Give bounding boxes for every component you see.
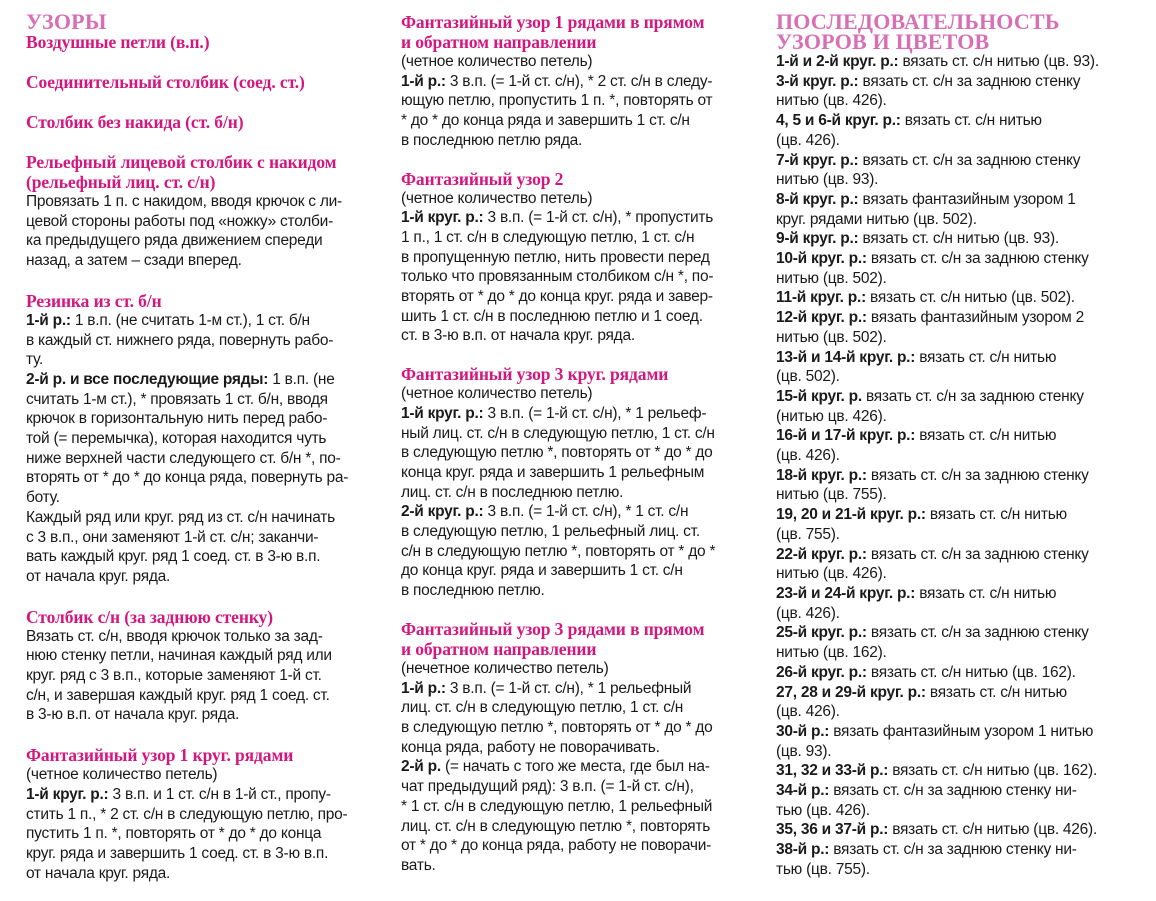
- fancy1-rounds-heading: Фантазийный узор 1 круг. рядами: [26, 745, 294, 766]
- sequence-row-label: 18-й круг. р.:: [776, 466, 867, 484]
- sequence-row-label: 26-й круг. р.:: [776, 663, 867, 681]
- sequence-row: [776, 722, 1148, 761]
- fancy1-rows-text: (четное количество петель) 1-й р.: 3 в.п. (= 1-й ст. с/н), * 2 ст. с/н в следу- ющую петлю, пропустить 1 п. *, повторять от * до * до конца ряда и завершить 1 ст. с/н в последнюю петлю ряда.: [401, 53, 713, 149]
- sequence-row: [776, 72, 1148, 111]
- column-fancy-patterns: [401, 12, 751, 876]
- sequence-row-label: 7-й круг. р.:: [776, 151, 859, 169]
- sequence-row-text: вязать ст. с/н за заднюю стенку: [866, 624, 1089, 642]
- sequence-row-text: нитью (цв. 502).: [776, 269, 887, 287]
- sequence-row-text: вязать ст. с/н за заднюю стенку ни-: [829, 841, 1077, 859]
- sequence-row-label: 8-й круг. р.:: [776, 190, 859, 208]
- section-title-patterns: УЗОРЫ: [26, 9, 107, 34]
- sequence-row-label: 34-й р.:: [776, 782, 830, 800]
- sequence-row-label: 35, 36 и 37-й р.:: [776, 821, 889, 839]
- sequence-row-text: вязать ст. с/н нитью: [915, 348, 1057, 366]
- fancy3-rounds-text: (четное количество петель) 1-й круг. р.: 3 в.п. (= 1-й ст. с/н), * 1 рельеф- ный лиц. ст. с/н в следующую петлю, 1 ст. с/н в следующую петлю *, повторять от * до * до конца круг. ряда и завершить 1 рельефным лиц. ст. с/н в последнюю петлю. 2-й круг. р.: 3 в.п. (= 1-й ст. с/н), * 1 ст. с/н в следующую петлю, 1 рельефный лиц. ст. с/н в следующую петлю *, повторять от * до * до конца круг. ряда и завершить 1 ст. с/н в последнюю петлю.: [401, 385, 716, 600]
- sequence-row-text: нитью (цв. 426).: [776, 92, 887, 110]
- sequence-row: [776, 111, 1148, 150]
- sequence-row-text: нитью (цв. 162).: [776, 644, 887, 662]
- relief-stitch-heading: Рельефный лицевой столбик с накидом (рельефный лиц. ст. с/н): [26, 152, 337, 192]
- sequence-row-text: вязать ст. с/н нитью: [915, 427, 1057, 445]
- sequence-row-label: 23-й и 24-й круг. р.:: [776, 584, 916, 602]
- sequence-row-text: тью (цв. 426).: [776, 801, 870, 819]
- sequence-row-label: 22-й круг. р.:: [776, 545, 867, 563]
- sequence-row-label: 25-й круг. р.:: [776, 624, 867, 642]
- sequence-row-label: 11-й круг. р.:: [776, 289, 866, 307]
- sequence-row-label: 9-й круг. р.:: [776, 230, 859, 248]
- sequence-row-text: (цв. 755).: [776, 525, 840, 543]
- sequence-row-label: 38-й р.:: [776, 841, 830, 859]
- sequence-row: [776, 820, 1148, 840]
- sequence-row-text: (нитью цв. 426).: [776, 407, 887, 425]
- column-patterns: [26, 9, 376, 883]
- fancy2-heading: Фантазийный узор 2: [401, 168, 564, 189]
- sequence-row-text: круг. рядами нитью (цв. 502).: [776, 210, 977, 228]
- sequence-row-text: вязать ст. с/н нитью: [900, 112, 1042, 130]
- sequence-row-text: нитью (цв. 755).: [776, 486, 887, 504]
- sequence-row-label: 30-й р.:: [776, 722, 830, 740]
- sequence-row: [776, 151, 1148, 190]
- sequence-row-text: (цв. 426).: [776, 131, 840, 149]
- slip-stitch-heading: Соединительный столбик (соед. ст.): [26, 72, 305, 92]
- sequence-row: [776, 190, 1148, 229]
- sequence-row-text: вязать ст. с/н нитью (цв. 426).: [888, 821, 1098, 839]
- sequence-row-text: (цв. 426).: [776, 703, 840, 721]
- sequence-row-text: вязать фантазийным узором 1 нитью: [829, 722, 1094, 740]
- sequence-row: [776, 308, 1148, 347]
- sequence-row: [776, 249, 1148, 288]
- sequence-row-text: вязать фантазийным узором 1: [858, 190, 1076, 208]
- sequence-row-text: (цв. 93).: [776, 742, 832, 760]
- sequence-row-text: вязать ст. с/н за заднюю стенку: [861, 387, 1084, 405]
- sequence-row-text: тью (цв. 755).: [776, 860, 870, 878]
- sequence-row-text: вязать ст. с/н за заднюю стенку: [866, 466, 1089, 484]
- rib-text: 1-й р.: 1 в.п. (не считать 1-м ст.), 1 ст. б/н в каждый ст. нижнего ряда, повернуть рабо- ту. 2-й р. и все последующие ряды: 1 в.п. (не считать 1-м ст.), * провязать 1 ст. б/н, вводя крючок в горизонтальную нить перед рабо- той (= перемычка), которая находится чуть ниже верхней части следующего ст. б/н *, по- вторять от * до * до конца ряда, повернуть ра- боту. Каждый ряд или круг. ряд из ст. с/н начинать с 3 в.п., они заменяют 1-й ст. с/н; заканчи- вать каждый круг. ряд 1 соед. ст. в 3-ю в.п. от начала круг. ряда.: [26, 311, 349, 585]
- sequence-row-text: вязать ст. с/н нитью (цв. 502).: [865, 289, 1075, 307]
- sequence-row: [776, 761, 1148, 781]
- sequence-row-text: вязать ст. с/н нитью (цв. 162).: [888, 762, 1098, 780]
- sequence-row-label: 31, 32 и 33-й р.:: [776, 762, 889, 780]
- fancy3-rounds-heading: Фантазийный узор 3 круг. рядами: [401, 364, 669, 385]
- sequence-row: [776, 683, 1148, 722]
- sequence-row-label: 15-й круг. р.: [776, 387, 862, 405]
- sequence-row: [776, 387, 1148, 426]
- sequence-row-label: 10-й круг. р.:: [776, 250, 867, 268]
- fancy1-rows-heading: Фантазийный узор 1 рядами в прямом и обратном направлении: [401, 12, 705, 52]
- sequence-row: [776, 52, 1148, 72]
- back-loop-heading: Столбик с/н (за заднюю стенку): [26, 606, 273, 627]
- sequence-list: [776, 52, 1148, 880]
- sequence-row: [776, 663, 1148, 683]
- sequence-row-text: нитью (цв. 502).: [776, 328, 887, 346]
- fancy1-rounds-text: (четное количество петель) 1-й круг. р.: 3 в.п. и 1 ст. с/н в 1-й ст., пропу- стить 1 п., * 2 ст. с/н в следующую петлю, про- пустить 1 п. *, повторять от * до * до конца круг. ряда и завершить 1 соед. ст. в 3-ю в.п. от начала круг. ряда.: [26, 766, 348, 882]
- sequence-row-text: вязать ст. с/н за заднюю стенку: [866, 545, 1089, 563]
- sequence-row: [776, 505, 1148, 544]
- sequence-row: [776, 623, 1148, 662]
- sequence-row-text: вязать ст. с/н нитью (цв. 162).: [866, 663, 1076, 681]
- sequence-row-label: 1-й и 2-й круг. р.:: [776, 53, 899, 70]
- sequence-row: [776, 426, 1148, 465]
- sequence-row-text: вязать ст. с/н за заднюю стенку: [866, 250, 1089, 268]
- sequence-row: [776, 584, 1148, 623]
- fancy3-rows-heading: Фантазийный узор 3 рядами в прямом и обратном направлении: [401, 618, 705, 659]
- sequence-row: [776, 466, 1148, 505]
- column-sequence: [776, 9, 1148, 880]
- sequence-row: [776, 781, 1148, 820]
- rib-heading: Резинка из ст. б/н: [26, 290, 162, 311]
- sequence-row-text: нитью (цв. 93).: [776, 171, 879, 189]
- sequence-row: [776, 840, 1148, 879]
- sequence-row-text: вязать ст. с/н нитью (цв. 93).: [858, 230, 1059, 248]
- fancy3-rows-text: (нечетное количество петель) 1-й р.: 3 в.п. (= 1-й ст. с/н), * 1 рельефный лиц. ст. с/н в следующую петлю, 1 ст. с/н в следующую петлю *, повторять от * до * до конца ряда, работу не поворачивать. 2-й р. (= начать с того же места, где был на- чат предыдущий ряд): 3 в.п. (= 1-й ст. с/н), * 1 ст. с/н в следующую петлю, 1 рельефный лиц. ст. с/н в следующую петлю *, повторять от * до * до конца ряда, работу не поворачи- вать.: [401, 659, 713, 874]
- single-crochet-heading: Столбик без накида (ст. б/н): [26, 112, 244, 132]
- sequence-row: [776, 545, 1148, 584]
- fancy2-text: (четное количество петель) 1-й круг. р.: 3 в.п. (= 1-й ст. с/н), * пропустить 1 п., 1 ст. с/н в следующую петлю, 1 ст. с/н в пропущенную петлю, нить провести перед только что провязанным столбиком с/н *, по- вторять от * до * до конца круг. ряда и завер- шить 1 ст. с/н в последнюю петлю и 1 соед. ст. в 3-ю в.п. от начала круг. ряда.: [401, 189, 714, 345]
- sequence-row-text: вязать фантазийным узором 2: [866, 309, 1084, 327]
- sequence-row-text: (цв. 426).: [776, 447, 840, 465]
- sequence-row-label: 19, 20 и 21-й круг. р.:: [776, 506, 926, 524]
- sequence-row-text: вязать ст. с/н за заднюю стенку: [858, 151, 1081, 169]
- sequence-row: [776, 348, 1148, 387]
- sequence-row-text: вязать ст. с/н нитью (цв. 93).: [898, 53, 1099, 70]
- sequence-row-label: 4, 5 и 6-й круг. р.:: [776, 112, 901, 130]
- sequence-row-text: вязать ст. с/н нитью: [925, 506, 1067, 524]
- sequence-row-text: вязать ст. с/н за заднюю стенку ни-: [829, 782, 1077, 800]
- back-loop-text: Вязать ст. с/н, вводя крючок только за зад- нюю стенку петли, начиная каждый ряд или круг. ряд с 3 в.п., которые заменяют 1-й ст. с/н, и завершая каждый круг. ряд 1 соед. ст. в 3-ю в.п. от начала круг. ряда.: [26, 627, 332, 724]
- sequence-row: [776, 229, 1148, 249]
- chain-stitch-heading: Воздушные петли (в.п.): [26, 32, 210, 52]
- sequence-row-text: (цв. 502).: [776, 368, 840, 386]
- sequence-row-text: вязать ст. с/н нитью: [915, 584, 1057, 602]
- sequence-row-text: (цв. 426).: [776, 604, 840, 622]
- sequence-row-text: нитью (цв. 426).: [776, 565, 887, 583]
- sequence-row-text: вязать ст. с/н за заднюю стенку: [858, 72, 1081, 90]
- sequence-row-label: 27, 28 и 29-й круг. р.:: [776, 683, 926, 701]
- sequence-row-label: 12-й круг. р.:: [776, 309, 867, 327]
- sequence-heading: ПОСЛЕДОВАТЕЛЬНОСТЬ УЗОРОВ И ЦВЕТОВ: [776, 9, 1060, 54]
- sequence-row: [776, 288, 1148, 308]
- relief-stitch-text: Провязать 1 п. с накидом, вводя крючок с ли- цевой стороны работы под «ножку» столби- ка предыдущего ряда движением спереди назад, а затем – сзади вперед.: [26, 193, 342, 270]
- sequence-row-label: 3-й круг. р.:: [776, 72, 859, 90]
- sequence-row-label: 16-й и 17-й круг. р.:: [776, 427, 916, 445]
- sequence-row-label: 13-й и 14-й круг. р.:: [776, 348, 916, 366]
- sequence-row-text: вязать ст. с/н нитью: [925, 683, 1067, 701]
